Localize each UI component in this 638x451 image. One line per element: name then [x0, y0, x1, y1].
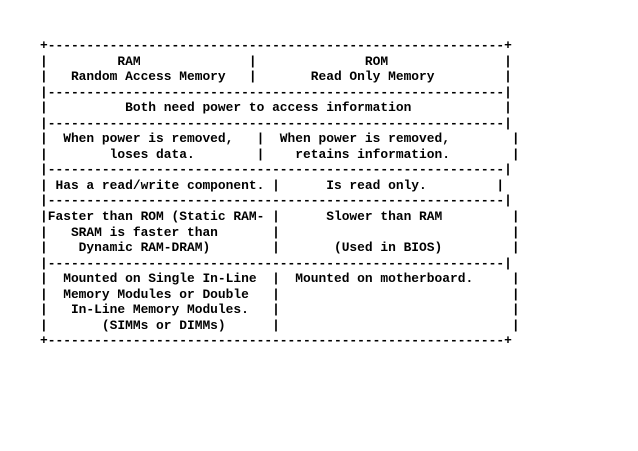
mounting-row-line-1: | Mounted on Single In-Line | Mounted on motherboard. |: [40, 271, 520, 287]
speed-row-line-3: | Dynamic RAM-DRAM) | (Used in BIOS) |: [40, 240, 520, 256]
table-divider: |-----------------------------------------------------------|: [40, 193, 512, 209]
table-divider: |-----------------------------------------------------------|: [40, 162, 512, 178]
table-border-bottom: +-----------------------------------------------------------+: [40, 333, 512, 349]
mounting-row-line-4: | (SIMMs or DIMMs) | |: [40, 317, 520, 333]
table-border-top: +-----------------------------------------------------------+: [40, 38, 512, 53]
ascii-comparison-table: [40, 38, 520, 349]
speed-row-line-2: | SRAM is faster than | |: [40, 224, 520, 240]
table-divider: |-----------------------------------------------------------|: [40, 115, 512, 131]
shared-row: | Both need power to access information |: [40, 100, 512, 116]
speed-row-line-1: |Faster than ROM (Static RAM- | Slower than RAM |: [40, 209, 520, 225]
power-row-line-1: | When power is removed, | When power is removed, |: [40, 131, 520, 147]
mounting-row-line-2: | Memory Modules or Double | |: [40, 286, 520, 302]
header-row-titles: | RAM | ROM |: [40, 53, 512, 69]
readwrite-row: | Has a read/write component. | Is read only. |: [40, 177, 505, 193]
table-divider: |-----------------------------------------------------------|: [40, 255, 512, 271]
header-row-subtitles: | Random Access Memory | Read Only Memory |: [40, 69, 512, 85]
power-row-line-2: | loses data. | retains information. |: [40, 146, 520, 162]
table-divider: |-----------------------------------------------------------|: [40, 84, 512, 100]
mounting-row-line-3: | In-Line Memory Modules. | |: [40, 302, 520, 318]
